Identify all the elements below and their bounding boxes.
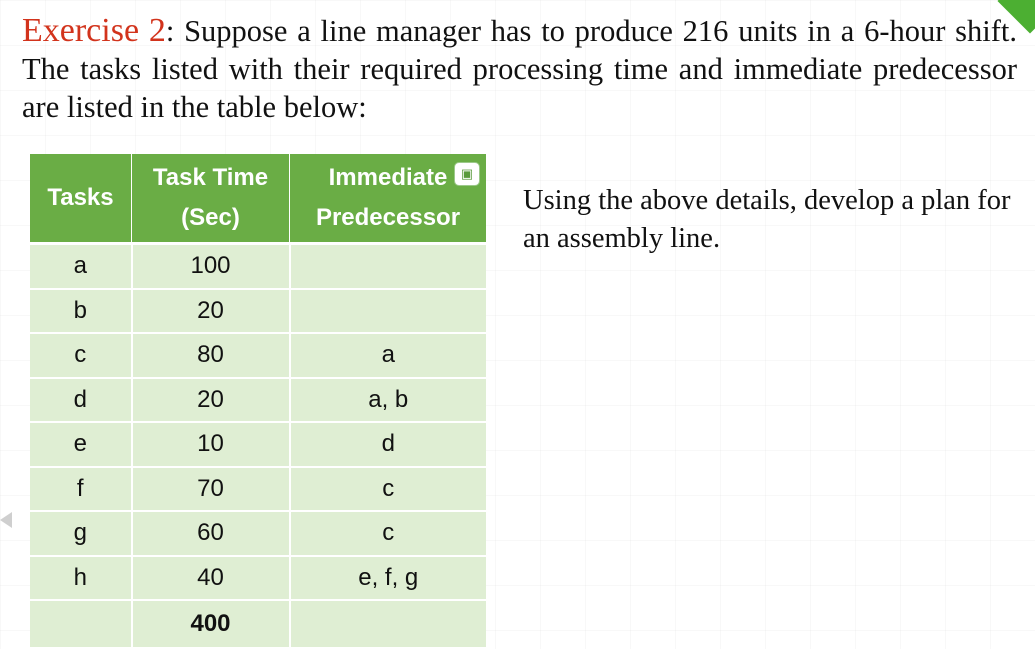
exercise-number: 2 (148, 12, 166, 49)
task-cell: d (30, 378, 132, 423)
predecessor-cell: a, b (290, 378, 487, 423)
header-tasks: Tasks (30, 154, 132, 244)
predecessor-cell: a (290, 333, 487, 378)
time-cell: 100 (132, 244, 290, 289)
task-cell: b (30, 289, 132, 334)
faint-arrow-mark (0, 512, 12, 528)
table-row (30, 467, 486, 512)
total-row (30, 600, 486, 648)
time-cell: 80 (132, 333, 290, 378)
predecessor-cell: c (290, 511, 487, 556)
predecessor-cell: e, f, g (290, 556, 487, 601)
task-cell: e (30, 422, 132, 467)
table-row (30, 556, 486, 601)
predecessor-cell: d (290, 422, 487, 467)
tasks-table (30, 154, 486, 649)
time-cell: 20 (132, 289, 290, 334)
exercise-text: : Suppose a line manager has to produce 216 units in a 6-hour shift. The tasks listed with their required processing time and immediate predecessor are listed in the table below: (22, 14, 1018, 124)
table-row (30, 511, 486, 556)
exercise-label: Exercise (22, 12, 140, 49)
table-row (30, 422, 486, 467)
table-row (30, 289, 486, 334)
instruction-text: Using the above details, develop a plan for an assembly line. (523, 185, 1011, 254)
time-cell: 70 (132, 467, 290, 512)
task-cell: g (30, 511, 132, 556)
task-cell: h (30, 556, 132, 601)
image-icon[interactable]: ▣ (454, 162, 480, 186)
time-cell: 40 (132, 556, 290, 601)
table-row (30, 333, 486, 378)
predecessor-cell: c (290, 467, 487, 512)
task-cell: f (30, 467, 132, 512)
time-cell: 20 (132, 378, 290, 423)
table-row (30, 378, 486, 423)
exercise-heading (22, 12, 1017, 126)
predecessor-cell (290, 289, 487, 334)
table-header-row (30, 154, 486, 244)
total-empty-cell (290, 600, 487, 648)
total-label-cell (30, 600, 132, 648)
task-cell: a (30, 244, 132, 289)
table-row (30, 244, 486, 289)
total-time-value: 400 (132, 600, 290, 648)
time-cell: 10 (132, 422, 290, 467)
time-cell: 60 (132, 511, 290, 556)
header-immediate-predecessor: Immediate Predecessor ▣ (290, 154, 487, 244)
task-cell: c (30, 333, 132, 378)
header-task-time: Task Time (Sec) (132, 154, 290, 244)
predecessor-cell (290, 244, 487, 289)
